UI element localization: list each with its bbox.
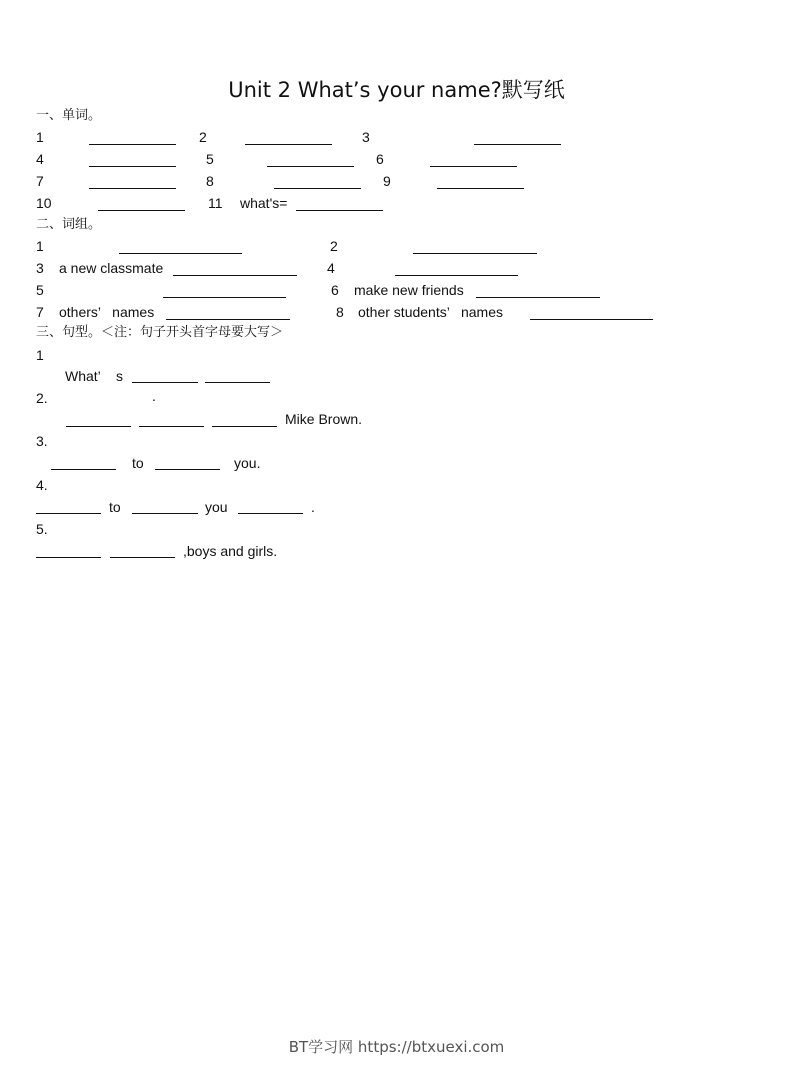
- sentence-number: 3.: [36, 433, 48, 449]
- answer-blank[interactable]: [212, 426, 277, 427]
- sentence-number: 4.: [36, 477, 48, 493]
- answer-blank[interactable]: [245, 144, 332, 145]
- sentence-text: What’: [65, 368, 101, 384]
- word-number: 2: [199, 129, 207, 145]
- phrase-number: 5: [36, 282, 44, 298]
- worksheet-title: Unit 2 What’s your name?默写纸: [228, 78, 565, 102]
- sentence-text: s: [116, 368, 123, 384]
- phrase-number: 1: [36, 238, 44, 254]
- answer-blank[interactable]: [132, 382, 198, 383]
- phrase-prompt: make new friends: [354, 282, 464, 298]
- answer-blank[interactable]: [238, 513, 303, 514]
- answer-blank[interactable]: [36, 513, 101, 514]
- word-number: 3: [362, 129, 370, 145]
- section-words-header: 一、单词。: [36, 108, 102, 123]
- answer-blank[interactable]: [274, 188, 361, 189]
- word-number: 5: [206, 151, 214, 167]
- section-phrases-header: 二、词组。: [36, 217, 102, 232]
- answer-blank[interactable]: [296, 210, 383, 211]
- answer-blank[interactable]: [267, 166, 354, 167]
- word-number: 11: [208, 195, 223, 211]
- sentence-text: .: [311, 499, 315, 515]
- answer-blank[interactable]: [89, 188, 176, 189]
- answer-blank[interactable]: [430, 166, 517, 167]
- answer-blank[interactable]: [474, 144, 561, 145]
- word-prompt: what's=: [240, 195, 288, 211]
- word-number: 9: [383, 173, 391, 189]
- sentence-text: .: [152, 388, 156, 404]
- answer-blank[interactable]: [139, 426, 204, 427]
- word-number: 6: [376, 151, 384, 167]
- phrase-prompt: other students’ names: [358, 304, 504, 320]
- phrase-prompt: a new classmate: [59, 260, 164, 276]
- phrase-number: 8: [336, 304, 344, 320]
- footer-watermark: BT学习网 https://btxuexi.com: [288, 1038, 505, 1056]
- word-number: 4: [36, 151, 44, 167]
- answer-blank[interactable]: [119, 253, 242, 254]
- answer-blank[interactable]: [395, 275, 518, 276]
- sentence-number: 5.: [36, 521, 48, 537]
- phrase-number: 6: [331, 282, 339, 298]
- answer-blank[interactable]: [98, 210, 185, 211]
- answer-blank[interactable]: [36, 557, 101, 558]
- answer-blank[interactable]: [89, 144, 176, 145]
- phrase-number: 7: [36, 304, 44, 320]
- answer-blank[interactable]: [155, 469, 220, 470]
- answer-blank[interactable]: [476, 297, 600, 298]
- answer-blank[interactable]: [205, 382, 270, 383]
- answer-blank[interactable]: [110, 557, 175, 558]
- answer-blank[interactable]: [166, 319, 290, 320]
- sentence-text: Mike Brown.: [285, 411, 363, 427]
- phrase-prompt: others’ names: [59, 304, 155, 320]
- sentence-text: you: [205, 499, 228, 515]
- answer-blank[interactable]: [51, 469, 116, 470]
- phrase-number: 2: [330, 238, 338, 254]
- phrase-number: 4: [327, 260, 335, 276]
- word-number: 8: [206, 173, 214, 189]
- answer-blank[interactable]: [413, 253, 537, 254]
- sentence-number: 1: [36, 347, 44, 363]
- answer-blank[interactable]: [132, 513, 198, 514]
- sentence-number: 2.: [36, 390, 48, 406]
- answer-blank[interactable]: [163, 297, 286, 298]
- phrase-number: 3: [36, 260, 44, 276]
- sentence-text: to: [109, 499, 121, 515]
- sentence-text: to: [132, 455, 144, 471]
- sentence-text: you.: [234, 455, 261, 471]
- section-sentences-header: 三、句型。＜注：句子开头首字母要大写＞: [36, 325, 284, 340]
- answer-blank[interactable]: [437, 188, 524, 189]
- answer-blank[interactable]: [66, 426, 131, 427]
- word-number: 7: [36, 173, 44, 189]
- word-number: 10: [36, 195, 52, 211]
- answer-blank[interactable]: [530, 319, 653, 320]
- sentence-text: ,boys and girls.: [183, 543, 278, 559]
- answer-blank[interactable]: [173, 275, 297, 276]
- answer-blank[interactable]: [89, 166, 176, 167]
- word-number: 1: [36, 129, 44, 145]
